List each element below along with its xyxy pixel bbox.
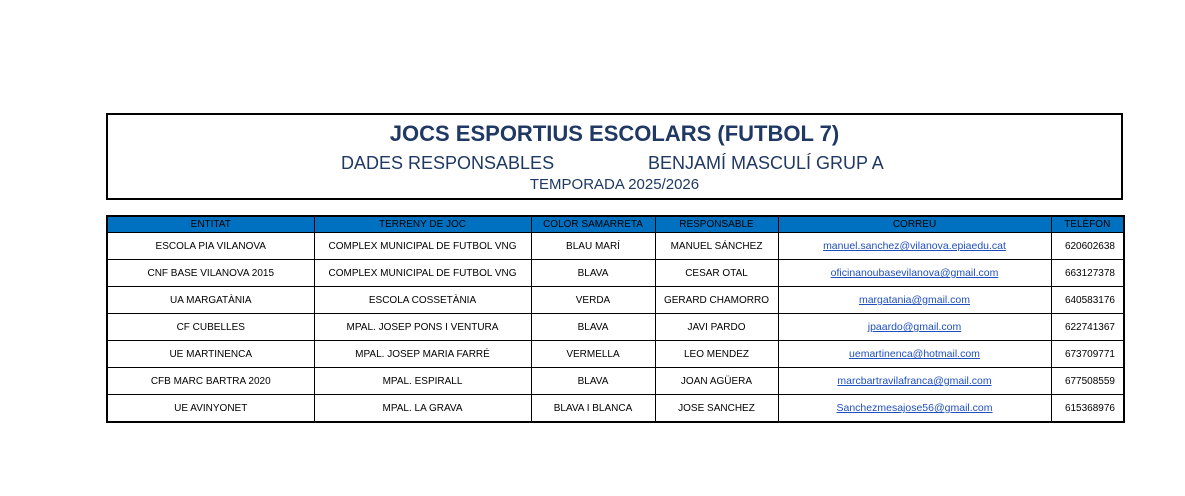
email-link[interactable]: marcbartravilafranca@gmail.com xyxy=(778,368,1051,395)
cell-responsable: JAVI PARDO xyxy=(655,314,778,341)
column-header-color: COLOR SAMARRETA xyxy=(531,216,655,233)
subtitle-left: DADES RESPONSABLES xyxy=(341,153,555,173)
table-row xyxy=(107,233,1124,260)
table-row xyxy=(107,314,1124,341)
column-header-correu: CORREU xyxy=(778,216,1051,233)
cell-entitat: UE AVINYONET xyxy=(107,395,314,423)
cell-color: BLAVA I BLANCA xyxy=(531,395,655,423)
table-row xyxy=(107,341,1124,368)
cell-color: VERDA xyxy=(531,287,655,314)
cell-telefon: 640583176 xyxy=(1051,287,1124,314)
season-label: TEMPORADA 2025/2026 xyxy=(529,176,700,193)
cell-telefon: 622741367 xyxy=(1051,314,1124,341)
cell-entitat: UE MARTINENCA xyxy=(107,341,314,368)
cell-terreny: ESCOLA COSSETÀNIA xyxy=(314,287,531,314)
cell-entitat: CFB MARC BARTRA 2020 xyxy=(107,368,314,395)
cell-telefon: 663127378 xyxy=(1051,260,1124,287)
cell-responsable: CESAR OTAL xyxy=(655,260,778,287)
cell-responsable: JOAN AGÜERA xyxy=(655,368,778,395)
table-header-row xyxy=(107,216,1124,233)
cell-terreny: MPAL. ESPIRALL xyxy=(314,368,531,395)
cell-telefon: 677508559 xyxy=(1051,368,1124,395)
cell-color: BLAVA xyxy=(531,260,655,287)
subtitle-right: BENJAMÍ MASCULÍ GRUP A xyxy=(648,153,884,173)
column-header-telefon: TELÈFON xyxy=(1051,216,1124,233)
cell-telefon: 615368976 xyxy=(1051,395,1124,423)
email-link[interactable]: margatania@gmail.com xyxy=(778,287,1051,314)
cell-color: BLAVA xyxy=(531,314,655,341)
cell-responsable: LEO MENDEZ xyxy=(655,341,778,368)
cell-responsable: GERARD CHAMORRO xyxy=(655,287,778,314)
email-link[interactable]: jpaardo@gmail.com xyxy=(778,314,1051,341)
cell-color: VERMELLA xyxy=(531,341,655,368)
table-row xyxy=(107,287,1124,314)
email-link[interactable]: uemartinenca@hotmail.com xyxy=(778,341,1051,368)
email-link[interactable]: manuel.sanchez@vilanova.epiaedu.cat xyxy=(778,233,1051,260)
page-title: JOCS ESPORTIUS ESCOLARS (FUTBOL 7) xyxy=(389,121,840,146)
contacts-table xyxy=(106,215,1125,423)
cell-entitat: ESCOLA PIA VILANOVA xyxy=(107,233,314,260)
cell-responsable: MANUEL SÁNCHEZ xyxy=(655,233,778,260)
cell-terreny: MPAL. JOSEP MARIA FARRÉ xyxy=(314,341,531,368)
table-row xyxy=(107,368,1124,395)
cell-terreny: COMPLEX MUNICIPAL DE FUTBOL VNG xyxy=(314,233,531,260)
cell-telefon: 673709771 xyxy=(1051,341,1124,368)
column-header-entitat: ENTITAT xyxy=(107,216,314,233)
cell-telefon: 620602638 xyxy=(1051,233,1124,260)
cell-color: BLAU MARÍ xyxy=(531,233,655,260)
table-row xyxy=(107,260,1124,287)
table-row xyxy=(107,395,1124,423)
email-link[interactable]: Sanchezmesajose56@gmail.com xyxy=(778,395,1051,423)
column-header-terreny: TERRENY DE JOC xyxy=(314,216,531,233)
cell-terreny: COMPLEX MUNICIPAL DE FUTBOL VNG xyxy=(314,260,531,287)
cell-terreny: MPAL. LA GRAVA xyxy=(314,395,531,423)
cell-terreny: MPAL. JOSEP PONS I VENTURA xyxy=(314,314,531,341)
email-link[interactable]: oficinanoubasevilanova@gmail.com xyxy=(778,260,1051,287)
column-header-responsable: RESPONSABLE xyxy=(655,216,778,233)
title-box xyxy=(106,113,1123,200)
cell-color: BLAVA xyxy=(531,368,655,395)
cell-entitat: CF CUBELLES xyxy=(107,314,314,341)
cell-responsable: JOSE SANCHEZ xyxy=(655,395,778,423)
cell-entitat: UA MARGATÀNIA xyxy=(107,287,314,314)
cell-entitat: CNF BASE VILANOVA 2015 xyxy=(107,260,314,287)
